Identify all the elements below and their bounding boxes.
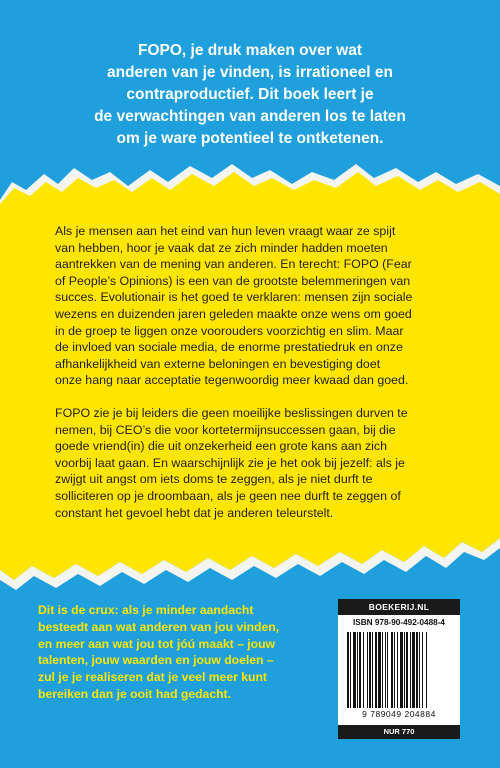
nur-code: NUR 770 <box>338 725 460 739</box>
crux-line: besteedt aan wat anderen van jou vinden, <box>38 619 280 634</box>
body-line: wezens en duizenden jaren geleden maakte onze wens om goed <box>55 306 412 321</box>
barcode-icon <box>347 632 451 708</box>
top-quote-line: FOPO, je druk maken over wat <box>138 42 362 59</box>
top-quote-line: om je ware potentieel te ontketenen. <box>116 130 384 147</box>
crux-line: zul je je realiseren dat je veel meer kunt <box>38 670 267 685</box>
body-line: aantrekken van de mening van anderen. En terecht: FOPO (Fear <box>55 257 412 272</box>
body-line: onze hang naar acceptatie tegenwoordig meer kwaad dan goed. <box>55 373 409 388</box>
body-line: FOPO zie je bij leiders die geen moeilijke beslissingen durven te <box>55 406 408 420</box>
barcode-number: 9 789049 204884 <box>362 709 436 719</box>
body-line: constant het gevoel hebt dat je anderen teleurstelt. <box>55 505 334 520</box>
body-line: solliciteren op je droombaan, als je geen nee durft te zeggen of <box>55 488 401 503</box>
top-quote-line: anderen van je vinden, is irrationeel en <box>107 64 393 81</box>
crux-statement <box>38 602 338 703</box>
body-line: voorbij laat gaan. En waarschijnlijk zie je het ook bij jezelf: als je <box>55 455 405 470</box>
body-paragraph-2 <box>55 405 460 521</box>
crux-line: en meer aan wat jou tot jóú maakt – jouw <box>38 636 276 651</box>
crux-line: talenten, jouw waarden en jouw doelen – <box>38 653 274 668</box>
body-line: in de groep te liggen onze voorouders voorzichtig en slim. Maar <box>55 323 404 338</box>
body-line: afhankelijkheid van externe beloningen en bevestiging doet <box>55 356 381 371</box>
publisher-url: BOEKERIJ.NL <box>338 599 460 615</box>
isbn-number: ISBN 978-90-492-0488-4 <box>353 618 445 627</box>
crux-line: Dit is de crux: als je minder aandacht <box>38 603 254 617</box>
body-line: succes. Evolutionair is het goed te verklaren: mensen zijn sociale <box>55 290 413 305</box>
body-line: of People’s Opinions) is een van de grootste belemmeringen van <box>55 273 411 288</box>
crux-line: bereiken dan je ooit had gedacht. <box>38 686 232 701</box>
top-quote-line: contraproductief. Dit boek leert je <box>126 86 374 103</box>
body-line: Als je mensen aan het eind van hun leven vraagt waar ze spijt <box>55 224 396 238</box>
body-paragraph-1 <box>55 223 460 389</box>
barcode-box <box>338 599 460 739</box>
body-line: zwijgt uit angst om iets doms te zeggen, als je niet durft te <box>55 472 373 487</box>
top-quote <box>40 40 460 150</box>
body-line: van hebben, hoor je vaak dat ze zich minder hadden moeten <box>55 240 388 255</box>
body-line: nemen, bij CEO’s die voor kortetermijnsuccessen gaan, bij die <box>55 422 396 437</box>
body-line: de invloed van sociale media, de enorme prestatiedruk en onze <box>55 340 403 355</box>
body-line: goede vriend(in) die uit onzekerheid een grote kans aan zich <box>55 439 388 454</box>
top-quote-line: de verwachtingen van anderen los te laten <box>94 108 406 125</box>
